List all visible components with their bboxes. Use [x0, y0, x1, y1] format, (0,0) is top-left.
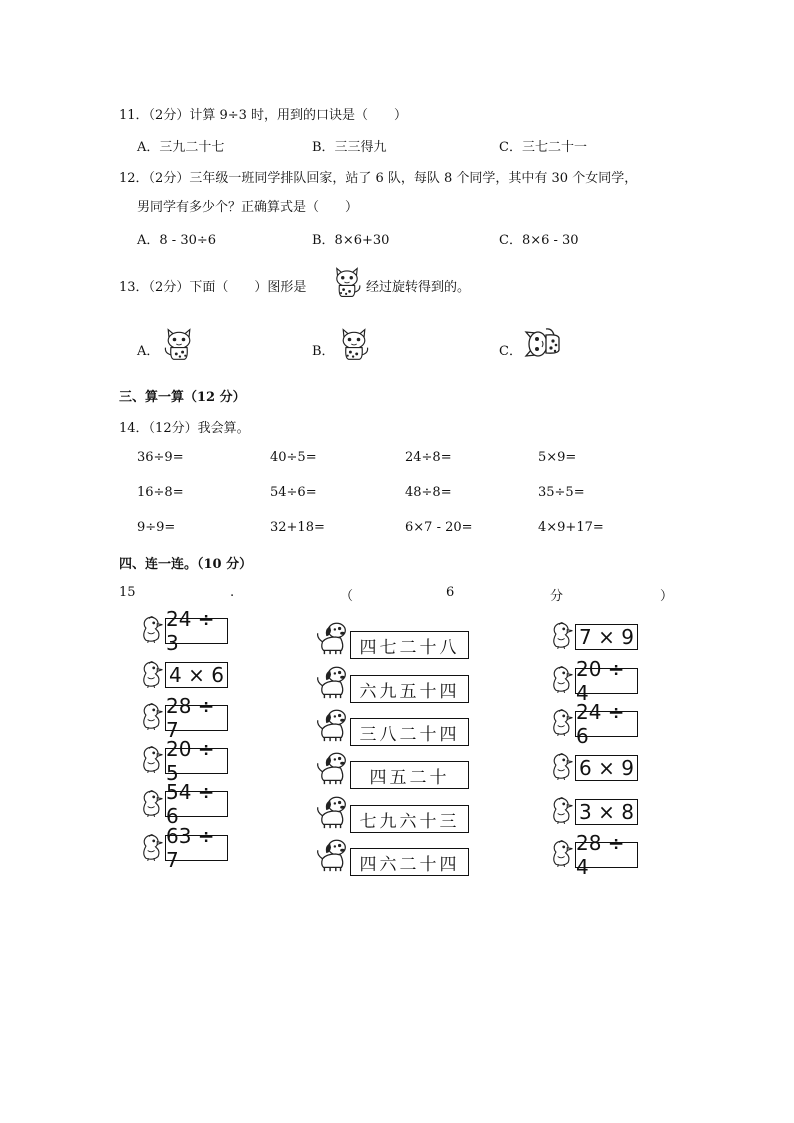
- q11-option-b[interactable]: B．三三得九: [312, 140, 387, 155]
- q12-option-c[interactable]: C．8×6 - 30: [499, 233, 579, 248]
- left-expression-box[interactable]: 54 ÷ 6: [165, 791, 228, 817]
- q11-stem: 11．（2分）计算 9÷3 时，用到的口诀是（ ）: [119, 108, 408, 123]
- cat-figure-reference: [330, 263, 364, 301]
- q12-stem-line1: 12．（2分）三年级一班同学排队回家，站了 6 队，每队 8 个同学，其中有 30 个女同学，: [119, 171, 638, 186]
- section-3-title: 三、算一算（12 分）: [119, 390, 246, 405]
- q12-option-b[interactable]: B．8×6+30: [312, 233, 390, 248]
- q15-points: 6: [446, 585, 455, 600]
- calc-item[interactable]: 16÷8=: [137, 485, 184, 500]
- chick-icon: [549, 795, 575, 825]
- multiplication-rhyme-box[interactable]: 七九六十三: [350, 805, 469, 833]
- right-expression-box[interactable]: 3 × 8: [575, 799, 638, 825]
- section-4-title: 四、连一连。（10 分）: [119, 557, 253, 572]
- calc-item[interactable]: 24÷8=: [405, 450, 452, 465]
- q13-option-b[interactable]: B．: [312, 344, 335, 359]
- chick-icon: [139, 659, 165, 689]
- chick-icon: [139, 614, 165, 644]
- dog-icon: [313, 620, 351, 656]
- q15-paren-open: （: [340, 589, 354, 604]
- q12-stem-line2: 男同学有多少个？正确算式是（ ）: [137, 200, 359, 215]
- multiplication-rhyme-box[interactable]: 四六二十四: [350, 848, 469, 876]
- dog-icon: [313, 837, 351, 873]
- q15-dot: .: [230, 585, 235, 600]
- right-expression-box[interactable]: 7 × 9: [575, 624, 638, 650]
- left-expression-box[interactable]: 4 × 6: [165, 662, 228, 688]
- cat-figure-option-b: [336, 325, 372, 363]
- dog-icon: [313, 794, 351, 830]
- right-expression-box[interactable]: 6 × 9: [575, 755, 638, 781]
- calc-item[interactable]: 54÷6=: [270, 485, 317, 500]
- chick-icon: [549, 664, 575, 694]
- chick-icon: [549, 620, 575, 650]
- chick-icon: [139, 832, 165, 862]
- left-expression-box[interactable]: 24 ÷ 3: [165, 618, 228, 644]
- dog-icon: [313, 707, 351, 743]
- multiplication-rhyme-box[interactable]: 四七二十八: [350, 631, 469, 659]
- multiplication-rhyme-box[interactable]: 六九五十四: [350, 675, 469, 703]
- left-expression-box[interactable]: 20 ÷ 5: [165, 748, 228, 774]
- calc-item[interactable]: 6×7 - 20=: [405, 520, 473, 535]
- multiplication-rhyme-box[interactable]: 四五二十: [350, 761, 469, 789]
- q11-option-a[interactable]: A．三九二十七: [137, 140, 225, 155]
- chick-icon: [139, 744, 165, 774]
- calc-item[interactable]: 35÷5=: [538, 485, 585, 500]
- dog-icon: [313, 664, 351, 700]
- chick-icon: [549, 838, 575, 868]
- left-expression-box[interactable]: 28 ÷ 7: [165, 705, 228, 731]
- right-expression-box[interactable]: 24 ÷ 6: [575, 711, 638, 737]
- q13-option-a[interactable]: A．: [137, 344, 160, 359]
- calc-item[interactable]: 32+18=: [270, 520, 325, 535]
- q15-paren-close: ）: [660, 589, 674, 604]
- chick-icon: [549, 707, 575, 737]
- chick-icon: [139, 701, 165, 731]
- right-expression-box[interactable]: 20 ÷ 4: [575, 668, 638, 694]
- q15-points-unit: 分: [550, 589, 564, 604]
- right-expression-box[interactable]: 28 ÷ 4: [575, 842, 638, 868]
- q13-stem-after: 经过旋转得到的。: [366, 280, 471, 295]
- dog-icon: [313, 750, 351, 786]
- q14-stem: 14．（12分）我会算。: [119, 421, 250, 436]
- left-expression-box[interactable]: 63 ÷ 7: [165, 835, 228, 861]
- q15-number: 15: [119, 585, 136, 600]
- cat-figure-option-a: [161, 325, 197, 363]
- multiplication-rhyme-box[interactable]: 三八二十四: [350, 718, 469, 746]
- chick-icon: [139, 788, 165, 818]
- q13-option-c[interactable]: C．: [499, 344, 522, 359]
- calc-item[interactable]: 40÷5=: [270, 450, 317, 465]
- calc-item[interactable]: 5×9=: [538, 450, 577, 465]
- calc-item[interactable]: 36÷9=: [137, 450, 184, 465]
- q11-option-c[interactable]: C．三七二十一: [499, 140, 587, 155]
- q13-stem-before: 13．（2分）下面（ ）图形是: [119, 280, 307, 295]
- calc-item[interactable]: 48÷8=: [405, 485, 452, 500]
- calc-item[interactable]: 4×9+17=: [538, 520, 604, 535]
- calc-item[interactable]: 9÷9=: [137, 520, 176, 535]
- chick-icon: [549, 751, 575, 781]
- q12-option-a[interactable]: A．8 - 30÷6: [137, 233, 217, 248]
- cat-figure-option-c: [522, 324, 562, 364]
